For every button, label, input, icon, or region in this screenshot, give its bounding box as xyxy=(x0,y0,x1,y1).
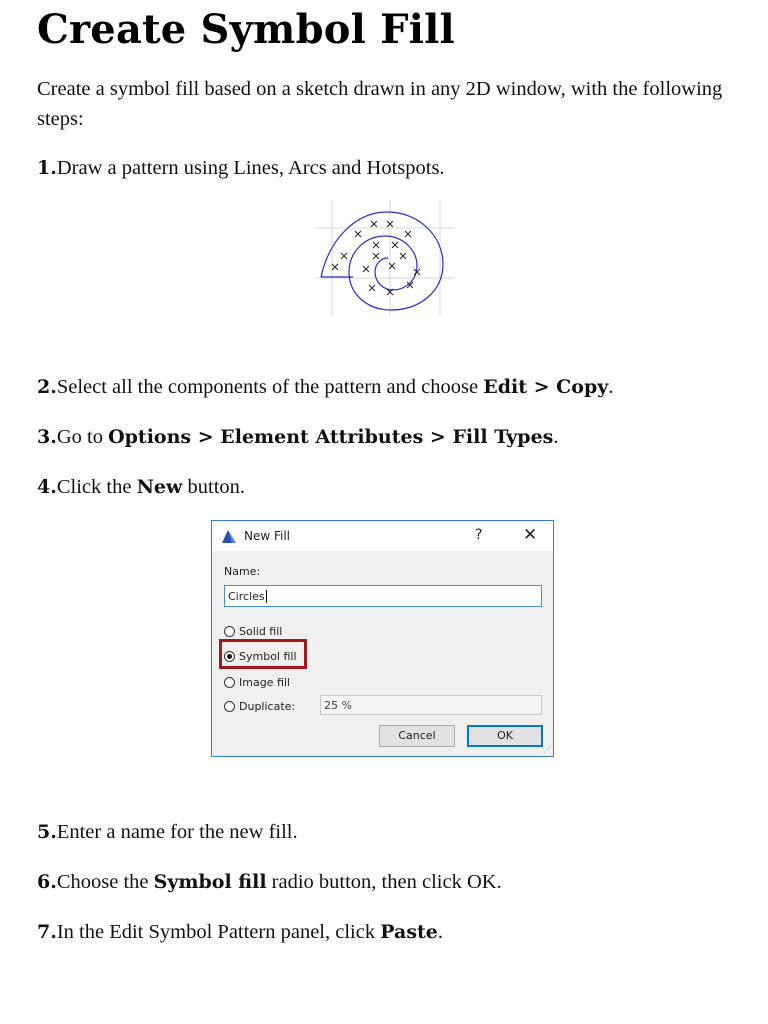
step-number: 2. xyxy=(37,376,57,398)
step-2 xyxy=(37,372,737,402)
name-input[interactable] xyxy=(224,585,542,607)
step-text: Click the xyxy=(56,476,137,498)
step-number: 3. xyxy=(37,426,57,448)
button-name: Paste xyxy=(380,921,438,943)
step-number: 7. xyxy=(37,921,57,943)
radio-button[interactable] xyxy=(224,677,235,688)
button-name: New xyxy=(136,476,183,498)
radio-image-fill[interactable] xyxy=(224,674,290,690)
dialog-title: New Fill xyxy=(244,529,291,543)
step-number: 1. xyxy=(37,157,57,179)
new-fill-dialog xyxy=(211,520,554,757)
step-text-end: button. xyxy=(182,476,246,498)
step-5 xyxy=(37,817,737,847)
step-text-end: . xyxy=(608,376,614,398)
close-icon[interactable]: ✕ xyxy=(523,525,538,545)
step-1 xyxy=(37,153,737,183)
radio-label: Symbol fill xyxy=(239,649,297,663)
step-number: 4. xyxy=(37,476,57,498)
radio-label: Solid fill xyxy=(239,624,283,638)
step-text-end: . xyxy=(553,426,559,448)
radio-label: Duplicate: xyxy=(239,699,296,713)
radio-button[interactable] xyxy=(224,701,235,712)
step-text: Enter a name for the new fill. xyxy=(56,821,298,843)
step-text: Go to xyxy=(56,426,109,448)
step-6 xyxy=(37,867,737,897)
duplicate-value: 25 % xyxy=(324,699,352,712)
name-input-value: Circles xyxy=(228,590,265,603)
step-4 xyxy=(37,472,737,502)
step-text: Select all the components of the pattern and choose xyxy=(56,376,484,398)
step-number: 6. xyxy=(37,871,57,893)
radio-duplicate[interactable] xyxy=(224,698,295,714)
spiral-pattern-sketch xyxy=(315,200,455,316)
app-icon xyxy=(221,529,237,544)
step-7 xyxy=(37,917,737,947)
symbol-fill-highlight-box xyxy=(219,639,307,669)
cancel-button[interactable]: Cancel xyxy=(379,725,455,747)
page-title: Create Symbol Fill xyxy=(37,6,455,53)
step-text-end: . xyxy=(437,921,444,943)
intro-paragraph: Create a symbol fill based on a sketch drawn in any 2D window, with the following steps: xyxy=(37,78,723,130)
radio-button[interactable] xyxy=(224,626,235,637)
menu-path: Options > Element Attributes > Fill Types xyxy=(108,426,554,448)
duplicate-percent-field[interactable] xyxy=(320,695,542,715)
help-icon[interactable]: ? xyxy=(475,527,483,543)
step-text-end: radio button, then click OK. xyxy=(266,871,502,893)
step-number: 5. xyxy=(37,821,57,843)
radio-solid-fill[interactable] xyxy=(224,623,282,639)
step-3 xyxy=(37,422,737,452)
step-text: In the Edit Symbol Pattern panel, click xyxy=(56,921,381,943)
hotspot-markers xyxy=(332,221,420,295)
option-name: Symbol fill xyxy=(153,871,267,893)
menu-path: Edit > Copy xyxy=(483,376,609,398)
dialog-titlebar xyxy=(212,521,553,551)
ok-button[interactable]: OK xyxy=(467,725,543,747)
name-label: Name: xyxy=(224,565,261,578)
radio-label: Image fill xyxy=(239,675,290,689)
step-text: Choose the xyxy=(56,871,154,893)
step-text: Draw a pattern using Lines, Arcs and Hotspots. xyxy=(56,157,445,179)
resize-grip-icon[interactable]: ⋰ xyxy=(543,745,551,754)
